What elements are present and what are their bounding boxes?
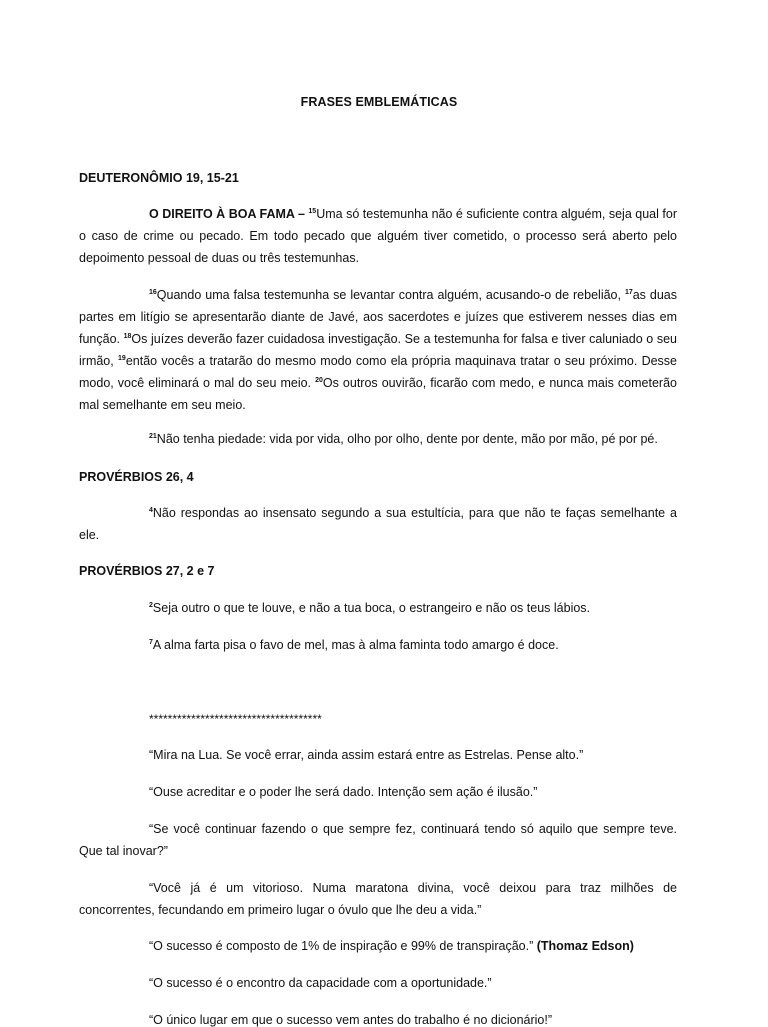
subheading-boa-fama: O DIREITO À BOA FAMA xyxy=(149,207,295,221)
quote-vitorioso: “Você já é um vitorioso. Numa maratona divina, você deixou para traz milhões de concorrentes, fecundando em primeiro lugar o óvulo que lhe deu a vida.” xyxy=(79,881,677,917)
section-heading-proverbios-27: PROVÉRBIOS 27, 2 e 7 xyxy=(79,564,215,578)
verse-2-text: Seja outro o que te louve, e não a tua boca, o estrangeiro e não os teus lábios. xyxy=(152,601,591,615)
verse-number-20: 20 xyxy=(315,377,323,384)
verse-19-text: então vocês a tratarão do mesmo modo como ela própria maquinava tratar o seu próximo. Desse modo, você eliminará o mal do seu meio. xyxy=(79,354,677,390)
verse-number-15: 15 xyxy=(308,208,317,215)
section-heading-deuteronomio: DEUTERONÔMIO 19, 15-21 xyxy=(79,171,239,185)
quote-sucesso-inspiracao-text: “O sucesso é composto de 1% de inspiração e 99% de transpiração.” xyxy=(149,939,537,953)
verse-7-text: A alma farta pisa o favo de mel, mas à alma faminta todo amargo é doce. xyxy=(152,638,559,652)
verse-number-21: 21 xyxy=(149,433,157,440)
verse-17-text: as duas partes em litígio se apresentarão diante de Javé, aos sacerdotes e juízes que estiverem nesses dias em função. xyxy=(79,288,678,346)
verse-number-18: 18 xyxy=(123,333,132,340)
document-title: FRASES EMBLEMÁTICAS xyxy=(300,95,458,109)
verse-21-text: Não tenha piedade: vida por vida, olho por olho, dente por dente, mão por mão, pé por pé. xyxy=(156,432,658,446)
verse-18-text: Os juízes deverão fazer cuidadosa investigação. Se a testemunha for falsa e tiver caluniado o seu irmão, xyxy=(79,332,677,368)
separator-stars: ************************************* xyxy=(149,712,322,726)
verse-16-text: Quando uma falsa testemunha se levantar contra alguém, acusando-o de rebelião, xyxy=(156,288,625,302)
quote-sucesso-inspiracao xyxy=(149,939,634,953)
verse-number-7: 7 xyxy=(149,639,153,646)
section-heading-proverbios-26: PROVÉRBIOS 26, 4 xyxy=(79,470,194,484)
quote-mira-na-lua: “Mira na Lua. Se você errar, ainda assim estará entre as Estrelas. Pense alto.” xyxy=(149,748,584,762)
paragraph-boa-fama xyxy=(79,203,677,269)
verse-7-line xyxy=(149,638,559,652)
quote-inovar: “Se você continuar fazendo o que sempre fez, continuará tendo só aquilo que sempre teve. Que tal inovar?” xyxy=(79,822,677,858)
verse-number-16: 16 xyxy=(149,289,157,296)
verse-15-text: Uma só testemunha não é suficiente contra alguém, seja qual for o caso de crime ou pecado. Em todo pecado que alguém tiver cometido, o processo será aberto pelo depoimento pessoal de duas ou três testemunhas. xyxy=(79,207,677,265)
verse-number-2: 2 xyxy=(149,602,153,609)
dash: – xyxy=(294,207,309,221)
verse-number-4: 4 xyxy=(149,507,153,514)
quote-ouse-acreditar: “Ouse acreditar e o poder lhe será dado. Intenção sem ação é ilusão.” xyxy=(149,785,538,799)
quote-author: (Thomaz Edson) xyxy=(536,939,634,953)
verse-number-19: 19 xyxy=(118,355,126,362)
verse-2-line xyxy=(149,601,590,615)
quote-dicionario: “O único lugar em que o sucesso vem antes do trabalho é no dicionário!” xyxy=(149,1013,553,1027)
verse-4-text: Não respondas ao insensato segundo a sua estultícia, para que não te faças semelhante a ele. xyxy=(79,506,677,542)
paragraph-verses-16-20 xyxy=(79,284,677,416)
verse-number-17: 17 xyxy=(624,289,633,296)
verse-21-line xyxy=(149,432,658,446)
verse-20-text: Os outros ouvirão, ficarão com medo, e nunca mais cometerão mal semelhante em seu meio. xyxy=(79,376,677,412)
quote-capacidade-oportunidade: “O sucesso é o encontro da capacidade com a oportunidade.” xyxy=(149,976,492,990)
paragraph-proverbios-26-4 xyxy=(79,502,677,546)
